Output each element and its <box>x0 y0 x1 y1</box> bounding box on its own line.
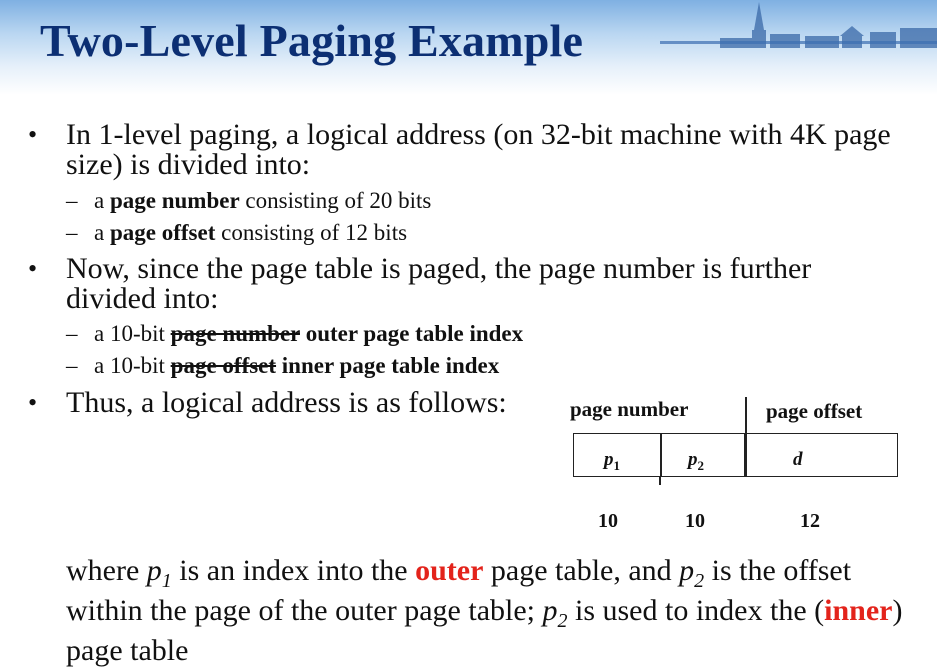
bits-d: 12 <box>800 510 820 532</box>
bullet-dot-icon: • <box>28 120 38 149</box>
sub-bullet-bold: inner page table index <box>276 353 500 378</box>
sub-bullet-bold: outer page table index <box>299 321 524 346</box>
page-number-label: page number <box>570 397 689 421</box>
dash-icon: – <box>66 188 78 213</box>
sub-bullet <box>66 188 431 214</box>
town-skyline-decoration <box>690 0 937 60</box>
outer-highlight: outer <box>415 554 484 587</box>
page-offset-label: page offset <box>766 399 863 423</box>
sub-bullet-text: consisting of 12 bits <box>215 220 408 245</box>
bits-p1: 10 <box>598 510 618 532</box>
title-underline <box>660 41 937 44</box>
sub-bullet <box>66 353 499 379</box>
sub-bullet-text: a 10-bit <box>94 353 171 378</box>
bits-p2: 10 <box>685 510 705 532</box>
bullet-text: Thus, a logical address is as follows: <box>66 386 507 419</box>
explanation-paragraph: where $p_1$ is an index into the outer page table, and $p_2$ is the offset within the page of the outer page table; $p_2$ is used to index the (inner) page table <box>66 554 903 667</box>
dash-icon: – <box>66 353 78 378</box>
sub-bullet-bold: page number <box>109 188 240 213</box>
field-p2: $p_2$ <box>688 449 704 473</box>
bullet-text: Now, since the page table is paged, the page number is further divided into: <box>66 252 812 315</box>
bullet-text: In 1-level paging, a logical address (on 32-bit machine with 4K page size) is divided into: <box>66 118 891 181</box>
field-p1: $p_1$ <box>604 449 620 473</box>
sub-bullet-bold: page offset <box>109 220 216 245</box>
dash-icon: – <box>66 220 78 245</box>
sub-bullet <box>66 220 407 246</box>
field-separator <box>744 434 746 476</box>
sub-bullet-text: a 10-bit <box>94 321 171 346</box>
sub-bullet <box>66 321 523 347</box>
inner-highlight: inner <box>824 594 893 627</box>
struck-text: page offset <box>170 353 277 378</box>
struck-text: page number <box>170 321 300 346</box>
bullet-dot-icon: • <box>28 388 38 417</box>
slide-title: Two-Level Paging Example <box>40 15 584 66</box>
bullet-dot-icon: • <box>28 254 38 283</box>
sub-bullet-text: consisting of 20 bits <box>239 188 432 213</box>
field-separator <box>660 434 662 476</box>
sub-bullet-text: a <box>94 220 110 245</box>
dash-icon: – <box>66 321 78 346</box>
address-field-box <box>573 433 898 477</box>
field-d: d <box>793 449 803 470</box>
field-tick <box>659 477 661 485</box>
sub-bullet-text: a <box>94 188 110 213</box>
